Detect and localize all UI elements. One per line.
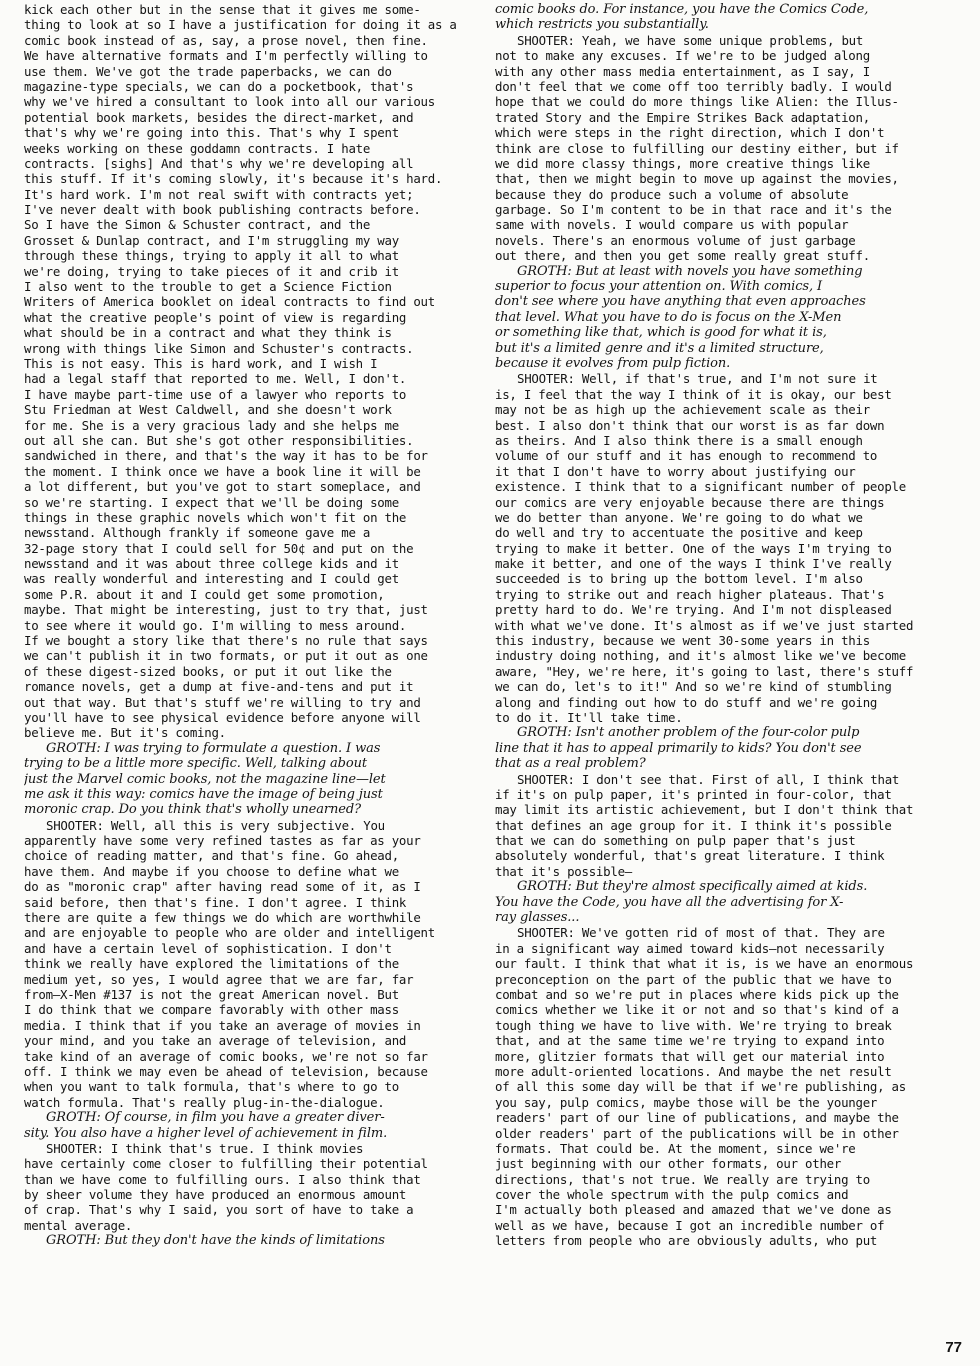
text-line: kick each other but in the sense that it gives me some-: [24, 2, 421, 17]
text-line: It's hard work. I'm not real swift with contracts yet;: [24, 186, 414, 202]
question-line: but it's a limited genre and it's a limited structure,: [495, 340, 824, 356]
text-line: garbage. So I'm content to be in that race and it's the: [495, 202, 892, 218]
text-line: is, I feel that the way I think of it is okay, our best: [495, 386, 892, 402]
text-line: I have maybe part-time use of a lawyer who reports to: [24, 386, 407, 402]
question-line: GROTH: Of course, in film you have a greater diver-: [46, 1110, 385, 1126]
text-line: succeeded is to bring up the bottom level. I'm also: [495, 571, 863, 587]
text-line: it that I don't have to worry about justifying our: [495, 463, 856, 479]
text-line: hope that we could do more things like Alien: the Illus-: [495, 94, 899, 110]
text-line: to see where it would go. I'm willing to mess around.: [24, 617, 407, 633]
text-line: so we're starting. I expect that we'll be doing some: [24, 494, 399, 510]
text-line: use them. We've got the trade paperbacks, we can do: [24, 63, 392, 79]
text-line: romance novels, get a dump at five-and-tens and put it: [24, 679, 414, 695]
text-line: to do it. It'll take time.: [495, 709, 683, 725]
question-line: GROTH: But they don't have the kinds of limitations: [46, 1233, 385, 1249]
text-line: through these things, trying to apply it all to what: [24, 248, 399, 264]
text-line: watch formula. That's really plug-in-the-dialogue.: [24, 1094, 385, 1110]
text-line: volume of our stuff and it has enough to recommend to: [495, 448, 878, 464]
question-line: GROTH: Isn't another problem of the four-color pulp: [517, 725, 860, 741]
text-line: So I have the Simon & Schuster contract, and the: [24, 217, 371, 233]
question-line: that level. What you have to do is focus on the X-Men: [495, 309, 842, 325]
text-line: why we've hired a consultant to look into all our various: [24, 94, 435, 110]
question-line: line that it has to appeal primarily to kids? You don't see: [495, 740, 862, 756]
question-line: because it evolves from pulp fiction.: [495, 355, 731, 371]
text-line: by sheer volume they have produced an enormous amount: [24, 1187, 407, 1203]
text-line: well as we have, because I got an incredible number of: [495, 1217, 885, 1233]
text-line: combat and so we're put in places where kids pick up the: [495, 987, 899, 1002]
text-line: I've never dealt with book publishing contracts before.: [24, 202, 421, 218]
text-line: of these digest-sized books, or put it out like the: [24, 663, 392, 679]
text-line: This is not easy. This is hard work, and I wish I: [24, 355, 378, 371]
text-line: media. I think that if you take an average of movies in: [24, 1017, 421, 1033]
text-line: may limit its artistic achievement, but I don't think that: [495, 802, 914, 818]
text-line: We have alternative formats and I'm perfectly willing to: [24, 48, 428, 64]
question-line: GROTH: I was trying to formulate a question. I was: [46, 740, 381, 756]
text-line: novels. There's an enormous volume of just garbage: [495, 232, 856, 248]
text-line: what the creative people's point of view is regarding: [24, 309, 407, 325]
text-line: of crap. That's why I said, you sort of have to take a: [24, 1202, 414, 1218]
text-line: maybe. That might be interesting, just to try that, just: [24, 602, 428, 618]
text-line: along and finding out how to do stuff and we're going: [495, 694, 878, 710]
text-line: a lot different, but you've got to start someplace, and: [24, 479, 421, 495]
text-line: potential book markets, besides the direct-market, and: [24, 109, 414, 125]
text-line: do as "moronic crap" after having read some of it, as I: [24, 879, 421, 895]
text-line: the moment. I think once we have a book line it will be: [24, 463, 421, 479]
text-line: tough thing we have to live with. We're trying to break: [495, 1017, 892, 1033]
text-line: that's why we're going into this. That's why I spent: [24, 125, 399, 141]
text-line: 32-page story that I could sell for 50¢ and put on the: [24, 540, 414, 556]
text-line: apparently have some very refined tastes as far as your: [24, 833, 421, 849]
left-text-column: [24, 2, 472, 1249]
text-line: and are enjoyable to people who are older and intelligent: [24, 925, 435, 941]
text-line: medium yet, so yes, I would agree that we are far, far: [24, 971, 414, 987]
text-line: that it's possible—: [495, 863, 632, 879]
text-line: we can't publish it in two formats, or put it out as one: [24, 648, 428, 664]
text-line: thing to look at so I have a justification for doing it as a: [24, 17, 457, 33]
text-line: don't feel that we come off too terribly badly. I would: [495, 78, 892, 94]
text-line: if it's on pulp paper, it's printed in four-color, that: [495, 786, 892, 802]
text-line: from—X-Men #137 is not the great American novel. But: [24, 987, 399, 1002]
question-line: superior to focus your attention on. With comics, I: [495, 279, 823, 295]
text-line: wrong with things like Simon and Schuster's contracts.: [24, 340, 414, 356]
text-line: weeks working on these goddamn contracts. I hate: [24, 140, 371, 156]
text-line: our fault. I think that what it is, is we have an enormous: [495, 956, 914, 972]
question-line: moronic crap. Do you think that's wholly unearned?: [24, 802, 361, 818]
text-line: newsstand. Although frankly if someone gave me a: [24, 525, 371, 541]
text-line: If we bought a story like that there's no rule that says: [24, 633, 428, 649]
text-line: that we can do something on pulp paper that's just: [495, 833, 856, 849]
question-line: ray glasses...: [495, 910, 580, 926]
text-line: because they do produce such a volume of absolute: [495, 186, 849, 202]
text-line: when you want to talk formula, that's where to go to: [24, 1079, 399, 1095]
text-line: we did more classy things, more creative things like: [495, 155, 870, 171]
text-line: contracts. [sighs] And that's why we're developing all: [24, 155, 414, 171]
text-line: than we have come to fulfilling ours. I also think that: [24, 1171, 421, 1187]
text-line: newsstand and it was about three college kids and it: [24, 556, 399, 572]
text-line: you say, pulp comics, maybe those will be the younger: [495, 1094, 878, 1110]
text-line: had a legal staff that reported to me. Well, I don't.: [24, 371, 407, 387]
text-line: just beginning with our other formats, our other: [495, 1156, 842, 1172]
text-line: some P.R. about it and I could get some promotion,: [24, 586, 385, 602]
text-line: I'm actually both pleased and amazed that we've done as: [495, 1202, 892, 1218]
text-line: SHOOTER: We've gotten rid of most of that. They are: [517, 925, 885, 941]
text-line: SHOOTER: I think that's true. I think movies: [46, 1140, 364, 1156]
text-line: think are close to fulfilling our destiny either, but if: [495, 140, 899, 156]
text-line: out there, and then you get some really great stuff.: [495, 248, 870, 264]
question-line: You have the Code, you have all the advertising for X-: [495, 894, 844, 910]
text-line: directions, that's not true. We really are trying to: [495, 1171, 870, 1187]
text-line: take kind of an average of comic books, we're not so far: [24, 1048, 428, 1064]
text-line: that defines an age group for it. I think it's possible: [495, 817, 892, 833]
text-line: trated Story and the Empire Strikes Back adaptation,: [495, 109, 870, 125]
text-line: our comics are very enjoyable because there are things: [495, 494, 885, 510]
text-line: letters from people who are obviously adults, who put: [495, 1233, 878, 1249]
text-line: readers' part of our line of publications, and maybe the: [495, 1110, 899, 1126]
text-line: have certainly come closer to fulfilling their potential: [24, 1156, 428, 1172]
text-line: with any other mass media entertainment, as I say, I: [495, 63, 870, 79]
text-line: and have a certain level of sophistication. I don't: [24, 940, 392, 956]
text-line: aware, "Hey, we're here, it's going to last, there's stuff: [495, 663, 914, 679]
text-line: cover the whole spectrum with the pulp comics and: [495, 1187, 849, 1203]
question-line: GROTH: But they're almost specifically aimed at kids.: [517, 879, 868, 895]
text-line: mental average.: [24, 1217, 133, 1233]
text-line: Grosset & Dunlap contract, and I'm struggling my way: [24, 232, 399, 248]
text-line: have them. And maybe if you choose to define what we: [24, 863, 399, 879]
text-line: best. I also don't think that our worst is as far down: [495, 417, 885, 433]
text-line: SHOOTER: Well, all this is very subjective. You: [46, 817, 385, 833]
text-line: out all she can. But she's got other responsibilities.: [24, 432, 414, 448]
question-line: GROTH: But at least with novels you have something: [517, 263, 863, 279]
text-line: not to make any excuses. If we're to be judged along: [495, 48, 870, 64]
text-line: was really wonderful and interesting and I could get: [24, 571, 399, 587]
text-line: believe me. But it's coming.: [24, 725, 226, 741]
text-line: industry doing nothing, and it's almost like we've become: [495, 648, 906, 664]
text-line: things in these graphic novels which won't fit on the: [24, 509, 407, 525]
text-line: comic book instead of as, say, a prose novel, then fine.: [24, 32, 428, 48]
page-number: 77: [945, 1339, 962, 1356]
text-line: absolutely wonderful, that's great literature. I think: [495, 848, 885, 864]
question-line: just the Marvel comic books, not the magazine line—let: [24, 771, 386, 787]
text-line: pretty hard to do. We're trying. And I'm not displeased: [495, 602, 892, 618]
text-line: Stu Friedman at West Caldwell, and she doesn't work: [24, 402, 392, 418]
text-line: said before, then that's fine. I don't agree. I think: [24, 894, 407, 910]
text-line: off. I think we may even be ahead of television, because: [24, 1063, 428, 1079]
text-line: I also went to the trouble to get a Science Fiction: [24, 279, 392, 295]
text-line: we can do, let's to it!" And so we're kind of stumbling: [495, 679, 892, 695]
text-line: trying to make it better. One of the ways I'm trying to: [495, 540, 892, 556]
text-line: there are quite a few things we do which are worthwhile: [24, 910, 421, 926]
right-text-column: [495, 2, 955, 1249]
text-line: do well and try to accentuate the positive and keep: [495, 525, 863, 541]
question-line: trying to be a little more specific. Well, talking about: [24, 756, 368, 772]
text-line: that, and at the same time we're trying to expand into: [495, 1033, 885, 1049]
text-line: make it better, and one of the ways I think I've really: [495, 556, 892, 572]
text-line: may not be as high up the achievement scale as their: [495, 402, 870, 418]
text-line: sandwiched in there, and that's the way it has to be for: [24, 448, 428, 464]
text-line: Writers of America booklet on ideal contracts to find out: [24, 294, 435, 310]
text-line: more, glitzier formats that will get our material into: [495, 1048, 885, 1064]
question-line: sity. You also have a higher level of achievement in film.: [24, 1125, 388, 1141]
text-line: as theirs. And I also think there is a small enough: [495, 432, 863, 448]
text-line: which were steps in the right direction, which I don't: [495, 125, 885, 141]
text-line: in a significant way aimed toward kids—not necessarily: [495, 940, 885, 956]
text-line: out that way. But that's stuff we're willing to try and: [24, 694, 421, 710]
text-line: comics whether we like it or not and so that's kind of a: [495, 1002, 899, 1018]
text-line: we do better than anyone. We're going to do what we: [495, 509, 863, 525]
text-line: you'll have to see physical evidence before anyone will: [24, 709, 421, 725]
text-line: more adult-oriented locations. And maybe the net result: [495, 1063, 892, 1079]
text-line: trying to strike out and reach higher plateaus. That's: [495, 586, 885, 602]
text-line: this stuff. If it's coming slowly, it's because it's hard.: [24, 171, 443, 187]
text-line: SHOOTER: I don't see that. First of all, I think that: [517, 771, 900, 787]
text-line: existence. I think that to a significant number of people: [495, 479, 906, 495]
question-line: don't see where you have anything that even approaches: [495, 294, 866, 310]
text-line: we're doing, trying to take pieces of it and crib it: [24, 263, 399, 279]
text-line: this industry, because we went 30-some years in this: [495, 633, 870, 649]
text-line: magazine-type specials, we can do a pocketbook, that's: [24, 78, 414, 94]
text-line: choice of reading matter, and that's fine. Go ahead,: [24, 848, 399, 864]
text-line: SHOOTER: Well, if that's true, and I'm not sure it: [517, 371, 878, 387]
question-line: comic books do. For instance, you have the Comics Code,: [495, 2, 869, 17]
text-line: what should be in a contract and what they think is: [24, 325, 392, 341]
question-line: or something like that, which is good for what it is,: [495, 325, 827, 341]
text-line: same with novels. I would compare us with popular: [495, 217, 849, 233]
text-line: that, then we might begin to move up against the movies,: [495, 171, 899, 187]
text-line: I do think that we compare favorably with other mass: [24, 1002, 399, 1018]
text-line: older readers' part of the publications will be in other: [495, 1125, 899, 1141]
question-line: which restricts you substantially.: [495, 17, 709, 33]
text-line: your mind, and you take an average of television, and: [24, 1033, 407, 1049]
text-line: preconception on the part of the public that we have to: [495, 971, 892, 987]
text-line: with what we've done. It's almost as if we've just started: [495, 617, 914, 633]
text-line: think we really have explored the limitations of the: [24, 956, 399, 972]
text-line: of all this some day will be that if we're publishing, as: [495, 1079, 906, 1095]
question-line: me ask it this way: comics have the image of being just: [24, 786, 383, 802]
question-line: that as a real problem?: [495, 756, 646, 772]
text-line: SHOOTER: Yeah, we have some unique problems, but: [517, 32, 864, 48]
text-line: for me. She is a very gracious lady and she helps me: [24, 417, 399, 433]
text-line: formats. That could be. At the moment, since we're: [495, 1140, 856, 1156]
